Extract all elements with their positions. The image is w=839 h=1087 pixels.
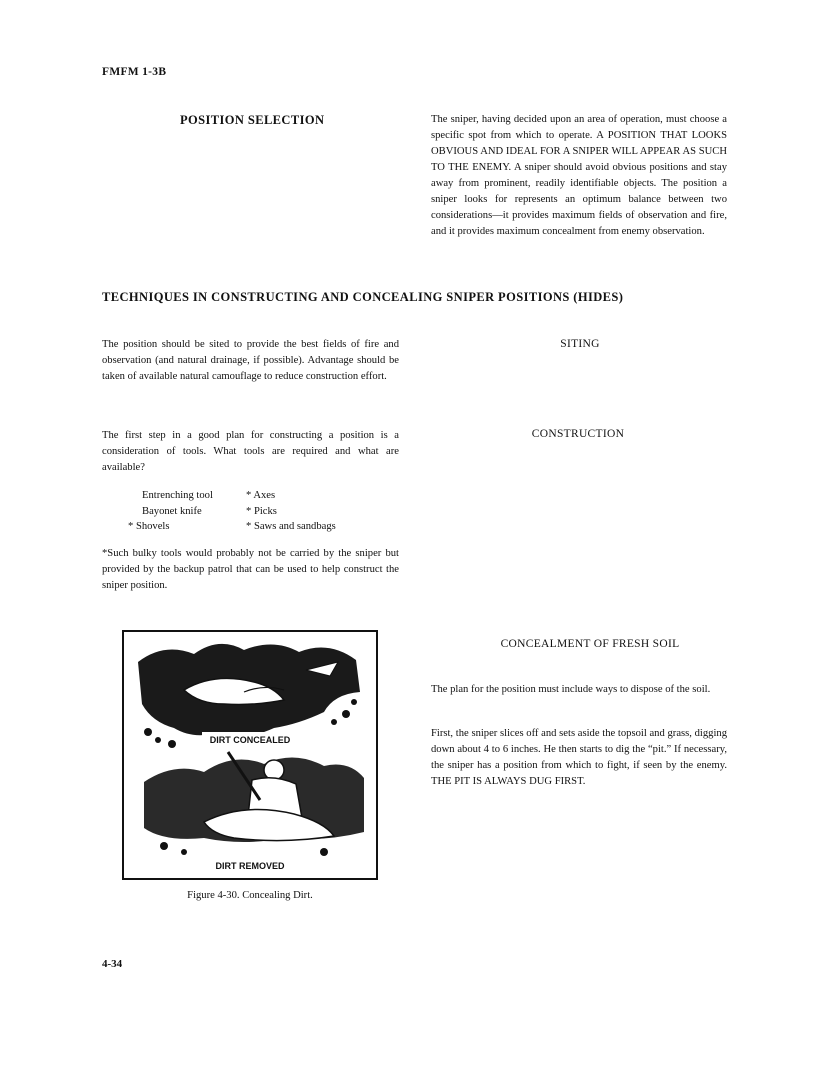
- concealing-dirt-illustration: [122, 630, 378, 880]
- position-selection-text: The sniper, having decided upon an area of operation, must choose a specific spot from which to operate. A POSITION THAT LOOKS OBVIOUS AND IDEAL FOR A SNIPER WILL APPEAR AS SUCH TO THE ENEMY. A sniper should avoid obvious positions and stay away from prominent, readily identifiable objects. The position a sniper looks for represents an optimum balance between two considerations—it provides maximum fields of observation and fire, and it provides maximum concealment from enemy observation.: [431, 114, 727, 237]
- concealment-text-1: The plan for the position must include ways to dispose of the soil.: [431, 684, 711, 695]
- tools-row: [128, 519, 388, 535]
- dirt-removed-label: DIRT REMOVED: [215, 861, 285, 871]
- page-number: 4-34: [102, 958, 123, 970]
- construction-text: The first step in a good plan for constructing a position is a consideration of tools. What tools are required and what are available?: [102, 430, 399, 473]
- tool-item: * Shovels: [128, 521, 170, 532]
- siting-heading: SITING: [560, 338, 600, 350]
- tool-item: * Axes: [246, 490, 276, 501]
- tools-footnote: *Such bulky tools would probably not be carried by the sniper but provided by the backup patrol that can be used to help construct the sniper position.: [102, 548, 399, 591]
- tools-list: [128, 488, 388, 535]
- tool-item: Bayonet knife: [142, 505, 202, 517]
- dirt-concealed-label: DIRT CONCEALED: [209, 735, 291, 745]
- document-id: FMFM 1-3B: [102, 66, 167, 78]
- siting-text: The position should be sited to provide the best fields of fire and observation (and natural drainage, if possible). Advantage should be taken of available natural camouflage to reduce construction effort.: [102, 339, 399, 382]
- illustration-svg: [124, 632, 376, 878]
- concealment-heading: CONCEALMENT OF FRESH SOIL: [500, 638, 680, 650]
- tool-item: * Saws and sandbags: [246, 521, 336, 532]
- tools-row: [128, 488, 388, 504]
- section-title: TECHNIQUES IN CONSTRUCTING AND CONCEALING SNIPER POSITIONS (HIDES): [102, 290, 624, 304]
- construction-heading: CONSTRUCTION: [531, 428, 625, 440]
- concealment-text-2: First, the sniper slices off and sets aside the topsoil and grass, digging down about 4 to 6 inches. He then starts to dig the “pit.” If necessary, the sniper has a position from which to fight, if seen by the enemy. THE PIT IS ALWAYS DUG FIRST.: [431, 728, 727, 787]
- position-selection-heading: POSITION SELECTION: [180, 113, 325, 127]
- tool-item: Entrenching tool: [142, 490, 213, 501]
- tool-item: * Picks: [246, 505, 277, 517]
- figure-caption: Figure 4-30. Concealing Dirt.: [187, 890, 313, 901]
- tools-row: [128, 504, 388, 520]
